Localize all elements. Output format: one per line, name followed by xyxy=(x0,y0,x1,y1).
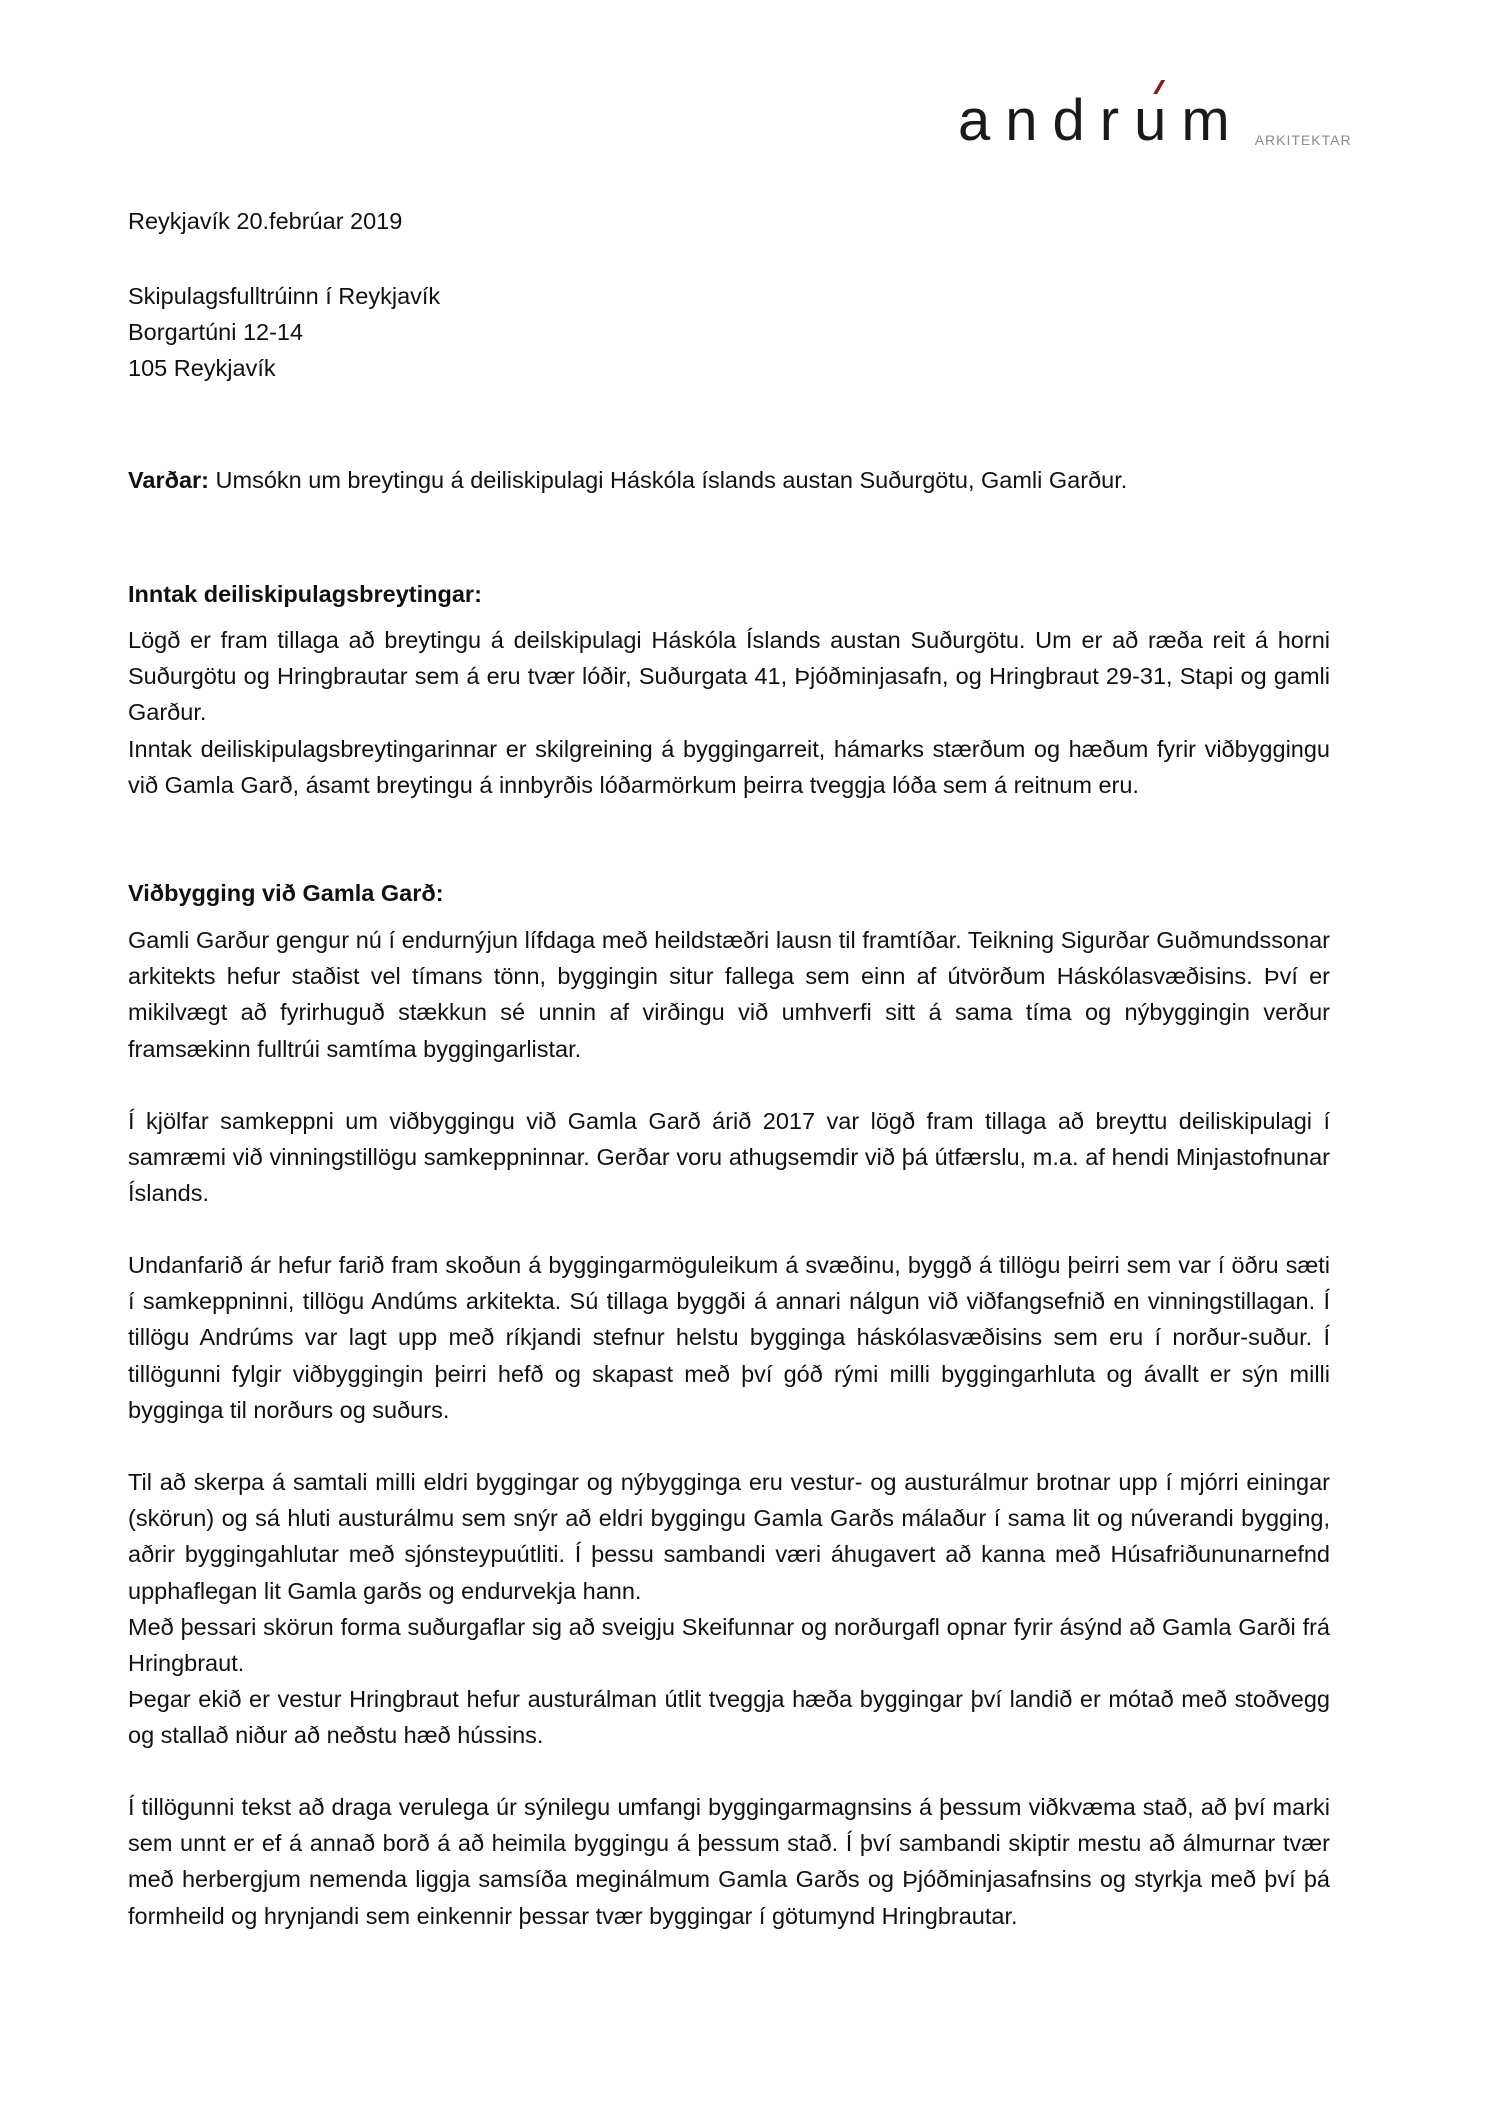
paragraph: Með þessari skörun forma suðurgaflar sig að sveigju Skeifunnar og norðurgafl opnar fyrir ásýnd að Gamla Garði frá Hringbraut. xyxy=(128,1614,1330,1677)
recipient-street: Borgartúni 12-14 xyxy=(128,319,304,345)
section-heading-vidbygging: Viðbygging við Gamla Garð: xyxy=(128,880,444,906)
paragraph: Þegar ekið er vestur Hringbraut hefur austurálman útlit tveggja hæða byggingar því landið er mótað með stoðvegg og stallað niður að neðstu hæð hússins. xyxy=(128,1686,1330,1749)
logo-accent-u: u xyxy=(1134,88,1182,153)
subject-text: Umsókn um breytingu á deiliskipulagi Háskóla íslands austan Suðurgötu, Gamli Garður. xyxy=(209,467,1128,493)
paragraph: Til að skerpa á samtali milli eldri byggingar og nýbygginga eru vestur- og austurálmur brotnar upp í mjórri einingar (skörun) og sá hluti austurálmu sem snýr að eldri byggingu Gamla Garðs málaður í sama lit og núverandi bygging, aðrir byggingahlutar með sjónsteypuútliti. Í þessu sambandi væri áhugavert að kanna með Húsafriðununarnefnd upphaflegan lit Gamla garðs og endurvekja hann. xyxy=(128,1469,1330,1604)
logo-wordmark xyxy=(958,88,1245,153)
logo-subtitle: ARKITEKTAR xyxy=(1254,132,1352,148)
logo-text-start: andr xyxy=(958,88,1135,153)
recipient-city: 105 Reykjavík xyxy=(128,355,276,381)
paragraph: Gamli Garður gengur nú í endurnýjun lífdaga með heildstæðri lausn til framtíðar. Teikning Sigurðar Guðmundssonar arkitekts hefur staðist vel tímans tönn, byggingin situr fallega sem einn af útvörðum Háskólasvæðisins. Því er mikilvægt að fyrirhuguð stækkun sé unnin af virðingu við umhverfi sitt á sama tíma og nýbyggingin verður framsækinn fulltrúi samtíma byggingarlistar. xyxy=(128,927,1330,1062)
subject-line xyxy=(128,462,1330,498)
company-logo xyxy=(958,88,1352,153)
paragraph: Undanfarið ár hefur farið fram skoðun á byggingarmöguleikum á svæðinu, byggð á tillögu þeirri sem var í öðru sæti í samkeppninni, tillögu Andúms arkitekta. Sú tillaga byggði á annari nálgun við viðfangsefnið en vinningstillagan. Í tillögu Andrúms var lagt upp með ríkjandi stefnur helstu bygginga háskólasvæðisins sem eru í norður-suður. Í tillögunni fylgir viðbyggingin þeirri hefð og skapast með því góð rými milli byggingarhluta og ávallt er sýn milli bygginga til norðurs og suðurs. xyxy=(128,1252,1330,1423)
paragraph: Í kjölfar samkeppni um viðbyggingu við Gamla Garð árið 2017 var lögð fram tillaga að breyttu deiliskipulagi í samræmi við vinningstillögu samkeppninnar. Gerðar voru athugsemdir við þá útfærslu, m.a. af hendi Minjastofnunar Íslands. xyxy=(128,1108,1330,1207)
recipient-name: Skipulagsfulltrúinn í Reykjavík xyxy=(128,283,441,309)
paragraph: Inntak deiliskipulagsbreytingarinnar er skilgreining á byggingarreit, hámarks stærðum og hæðum fyrir viðbyggingu við Gamla Garð, ásamt breytingu á innbyrðis lóðarmörkum þeirra tveggja lóða sem á reitnum eru. xyxy=(128,736,1330,799)
date-line: Reykjavík 20.febrúar 2019 xyxy=(128,208,403,234)
subject-label: Varðar: xyxy=(128,467,209,493)
paragraph: Í tillögunni tekst að draga verulega úr sýnilegu umfangi byggingarmagnsins á þessum viðkvæma stað, að því marki sem unnt er ef á annað borð á að heimila byggingu á þessum stað. Í því sambandi skiptir mestu að álmurnar tvær með herbergjum nemenda liggja samsíða meginálmum Gamla Garðs og Þjóðminjasafnsins og styrkja með því þá formheild og hrynjandi sem einkennir þessar tvær byggingar í götumynd Hringbrautar. xyxy=(128,1794,1330,1929)
paragraph: Lögð er fram tillaga að breytingu á deilskipulagi Háskóla Íslands austan Suðurgötu. Um er að ræða reit á horni Suðurgötu og Hringbrautar sem á eru tvær lóðir, Suðurgata 41, Þjóðminjasafn, og Hringbraut 29-31, Stapi og gamli Garður. xyxy=(128,627,1330,726)
logo-text-end: m xyxy=(1181,88,1245,153)
logo-accent-letter xyxy=(1134,88,1182,153)
section-heading-inntak: Inntak deiliskipulagsbreytingar: xyxy=(128,581,482,607)
